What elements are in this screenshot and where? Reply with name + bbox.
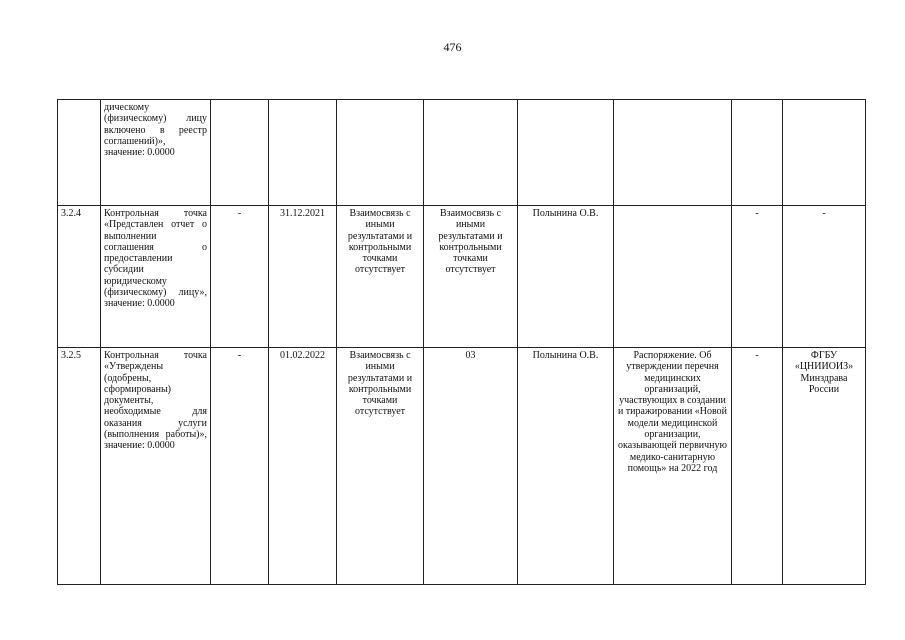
relation-cell (337, 100, 424, 206)
table-row (58, 206, 866, 348)
row-number (58, 100, 101, 206)
page-number: 476 (443, 40, 462, 54)
document-cell (614, 100, 732, 206)
responsible-cell: Полынина О.В. (518, 206, 614, 348)
organization-cell (783, 100, 866, 206)
cell-dash: - (732, 348, 783, 585)
cell-dash (211, 100, 269, 206)
control-point-name: дическому (физическому) лицу включено в реестр соглашений)», значение: 0.0000 (101, 100, 211, 206)
cell-dash: - (211, 348, 269, 585)
table-row (58, 100, 866, 206)
document-cell: Распоряжение. Об утверждении перечня медицинских организаций, участвующих в создании и тиражировании «Новой модели медицинской организации, оказывающей первичную медико-санитарную помощь» на 2022 год (614, 348, 732, 585)
control-point-name: Контрольная точка «Утверждены (одобрены, сформированы) документы, необходимые для оказания услуги (выполнения работы)», значение: 0.0000 (101, 348, 211, 585)
plan-table (57, 99, 866, 585)
row-number: 3.2.5 (58, 348, 101, 585)
date-cell (269, 100, 337, 206)
date-cell: 31.12.2021 (269, 206, 337, 348)
cell-dash: - (732, 206, 783, 348)
responsible-cell: Полынина О.В. (518, 348, 614, 585)
relation-cell: Взаимосвязь с иными результатами и контрольными точками отсутствует (424, 206, 518, 348)
cell-dash: - (211, 206, 269, 348)
date-cell: 01.02.2022 (269, 348, 337, 585)
relation-cell: Взаимосвязь с иными результатами и контрольными точками отсутствует (337, 348, 424, 585)
organization-cell: ФГБУ «ЦНИИОИЗ» Минздрава России (783, 348, 866, 585)
relation-cell: Взаимосвязь с иными результатами и контрольными точками отсутствует (337, 206, 424, 348)
relation-cell (424, 100, 518, 206)
table-row (58, 348, 866, 585)
control-point-name: Контрольная точка «Представлен отчет о выполнении соглашения о предоставлении субсидии юридическому (физическому) лицу», значение: 0.0000 (101, 206, 211, 348)
cell-dash (732, 100, 783, 206)
responsible-cell (518, 100, 614, 206)
row-number: 3.2.4 (58, 206, 101, 348)
relation-cell: 03 (424, 348, 518, 585)
document-cell (614, 206, 732, 348)
organization-cell: - (783, 206, 866, 348)
